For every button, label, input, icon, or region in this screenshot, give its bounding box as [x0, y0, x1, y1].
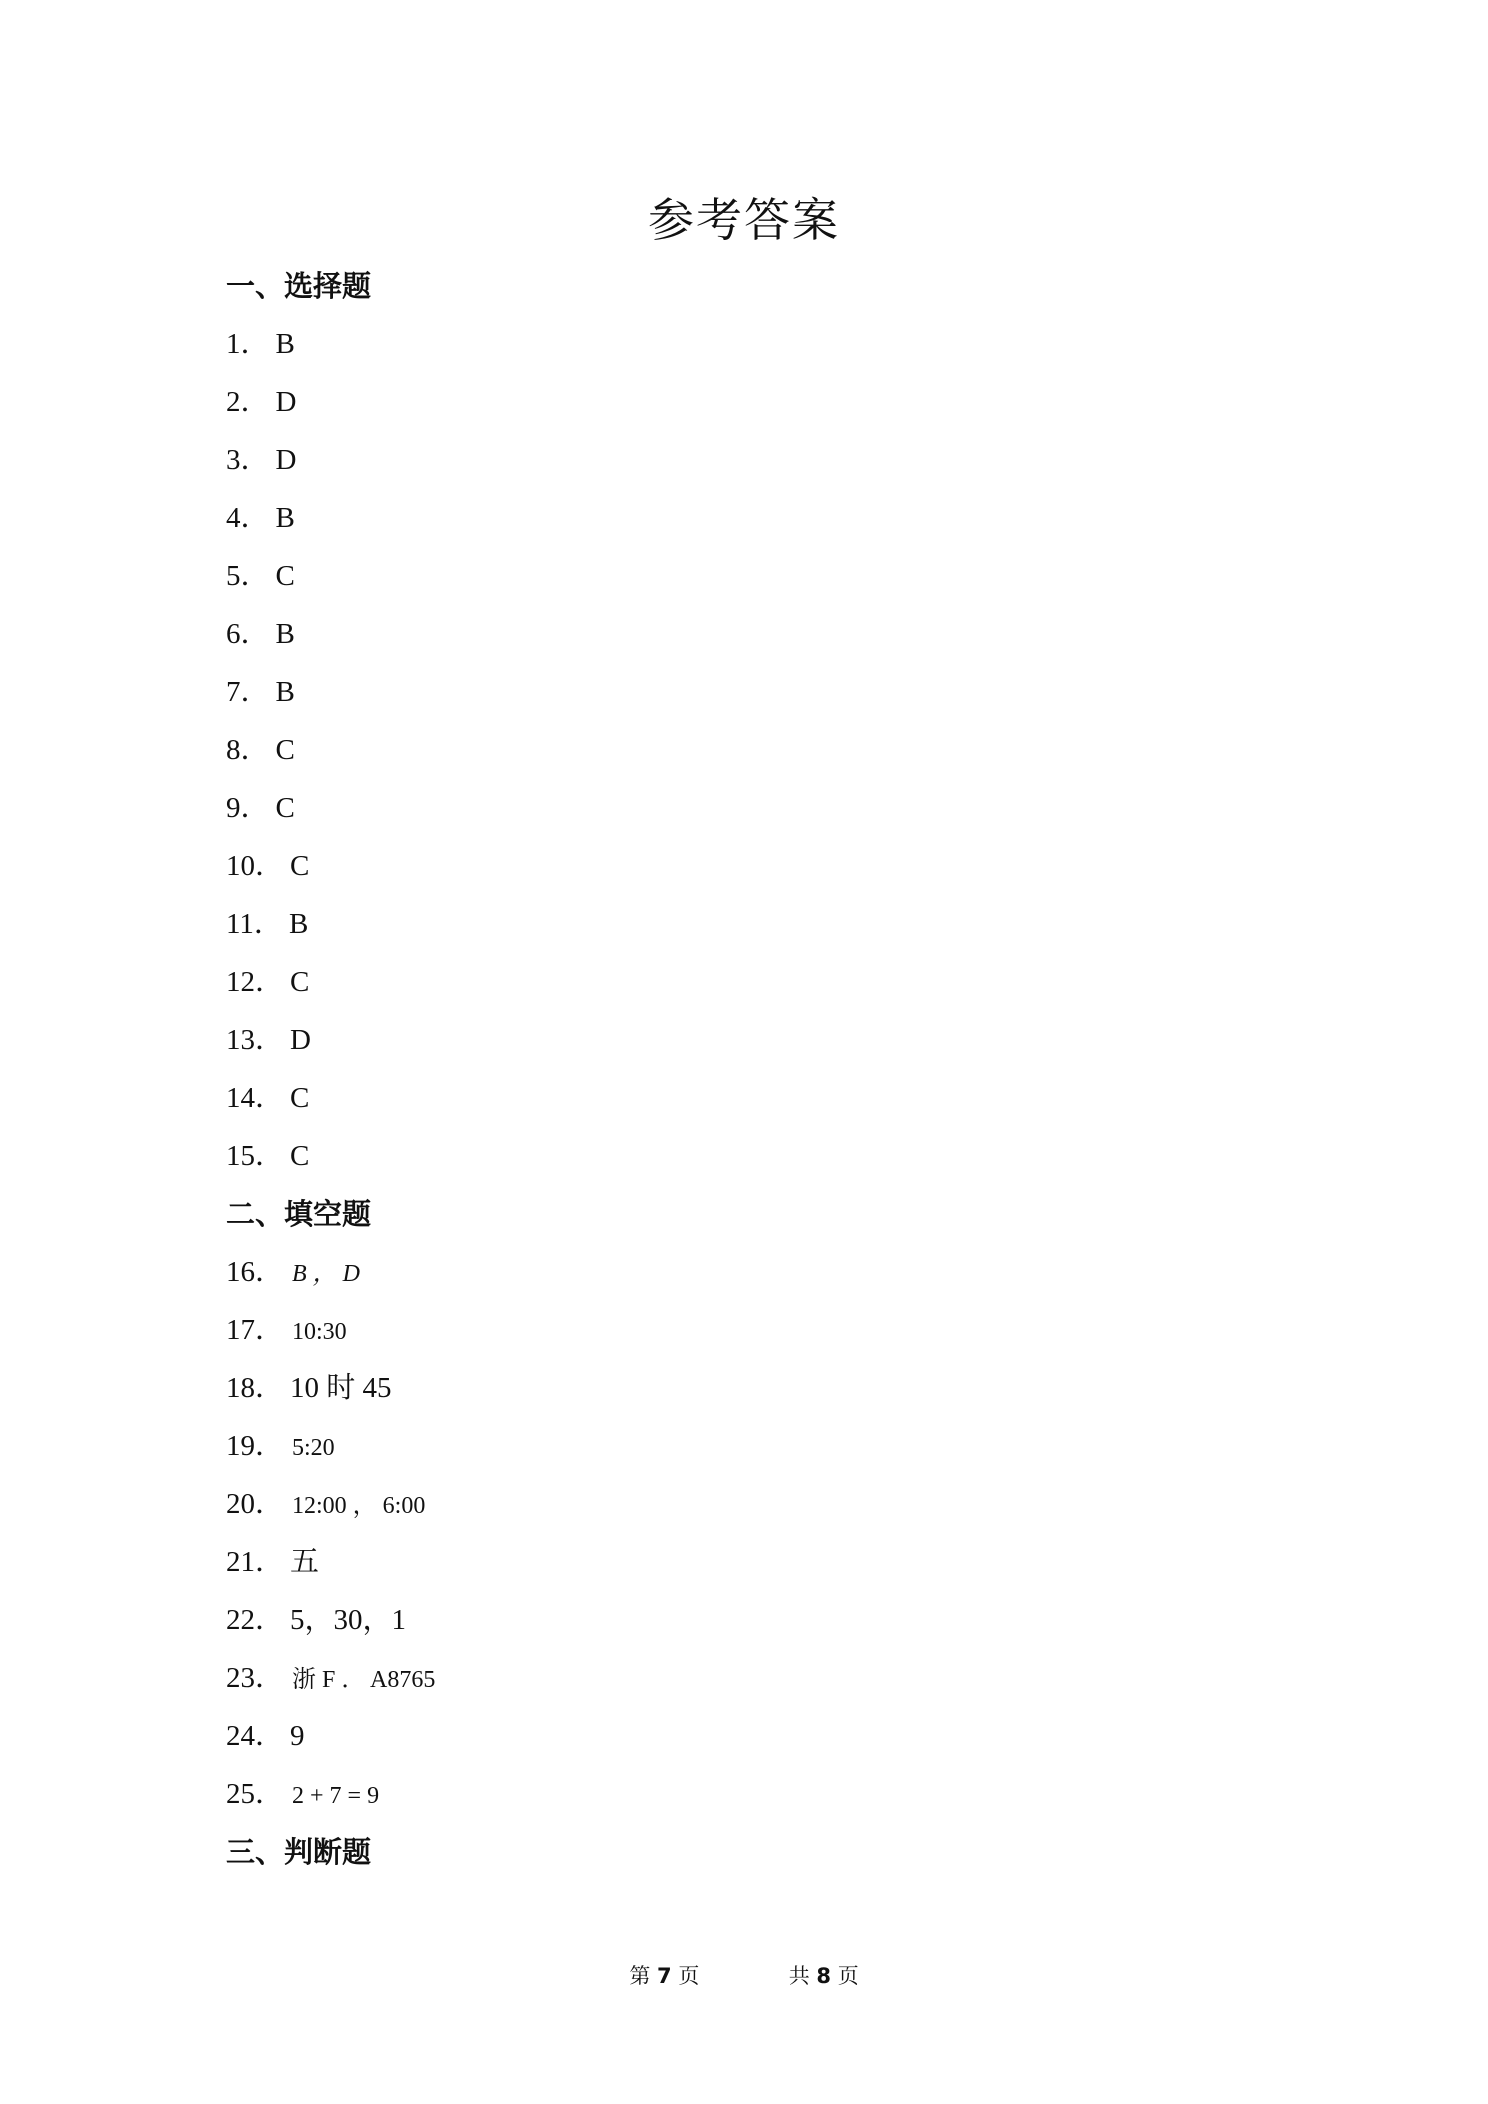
answer-item	[226, 788, 295, 828]
answer-number: 18．	[226, 1372, 285, 1404]
answer-value: B	[275, 502, 295, 534]
section-heading-multiple-choice: 一、选择题	[226, 269, 372, 303]
answer-item	[226, 1020, 311, 1060]
answer-item	[226, 1136, 309, 1176]
answer-item	[226, 904, 308, 944]
answer-value: 12:00 ， 6:00	[292, 1493, 426, 1519]
answer-item	[226, 1774, 379, 1816]
total-pages-suffix: 页	[837, 1964, 859, 1988]
answer-number: 24．	[226, 1720, 285, 1752]
answer-value: 5，30，1	[290, 1604, 407, 1636]
answer-item	[226, 498, 295, 538]
page-footer	[0, 1962, 1488, 1990]
answer-number: 22．	[226, 1604, 285, 1636]
total-pages-prefix: 共	[788, 1964, 810, 1988]
answer-item	[226, 1716, 305, 1756]
answer-item	[226, 1078, 309, 1118]
answer-value: 10:30	[292, 1319, 347, 1345]
answer-item	[226, 672, 295, 712]
answer-item	[226, 614, 295, 654]
answer-item	[226, 382, 296, 422]
answer-item	[226, 1368, 392, 1408]
answer-number: 4．	[226, 502, 270, 534]
answer-item	[226, 1252, 360, 1294]
answer-value: B	[275, 618, 295, 650]
answer-value: 10 时 45	[290, 1372, 392, 1404]
answer-value: B	[275, 676, 295, 708]
answer-item	[226, 730, 295, 770]
answer-number: 3．	[226, 444, 270, 476]
answer-value: C	[290, 966, 310, 998]
answer-number: 15．	[226, 1140, 285, 1172]
answer-value: B ， D	[292, 1261, 361, 1287]
answer-item	[226, 1426, 335, 1468]
answer-item	[226, 846, 309, 886]
answer-item	[226, 556, 295, 596]
answer-value: B	[288, 908, 309, 940]
current-page-number: 7	[657, 1964, 672, 1988]
answer-number: 12．	[226, 966, 285, 998]
answer-value: B	[275, 328, 295, 360]
answer-number: 7．	[226, 676, 270, 708]
answer-value: C	[275, 560, 295, 592]
answer-value: C	[290, 1140, 310, 1172]
answer-number: 5．	[226, 560, 270, 592]
answer-item	[226, 1658, 435, 1700]
answer-value: 5:20	[292, 1435, 335, 1461]
answer-number: 9．	[226, 792, 270, 824]
answer-value: C	[290, 1082, 310, 1114]
answer-number: 13．	[226, 1024, 285, 1056]
total-page-count: 8	[816, 1964, 831, 1988]
answer-value: D	[275, 444, 297, 476]
answer-number: 14．	[226, 1082, 285, 1114]
answer-number: 10．	[226, 850, 285, 882]
answer-number: 16．	[226, 1256, 285, 1288]
answer-number: 2．	[226, 386, 270, 418]
answer-value: D	[275, 386, 297, 418]
answer-number: 17．	[226, 1314, 285, 1346]
answer-item	[226, 1542, 319, 1582]
answer-value: 浙 F ． A8765	[292, 1667, 436, 1693]
page-title: 参考答案	[648, 193, 840, 247]
answer-number: 1．	[226, 328, 270, 360]
answer-number: 23．	[226, 1662, 285, 1694]
answer-number: 20．	[226, 1488, 285, 1520]
answer-value: 2 + 7 = 9	[292, 1783, 380, 1809]
answer-number: 11．	[226, 908, 283, 940]
answer-value: D	[290, 1024, 311, 1056]
answer-item	[226, 1600, 406, 1640]
answer-item	[226, 324, 295, 364]
answer-item	[226, 962, 309, 1002]
answer-number: 6．	[226, 618, 270, 650]
page-number-prefix: 第	[629, 1964, 651, 1988]
answer-value: C	[275, 792, 295, 824]
answer-item	[226, 1310, 347, 1352]
answer-item	[226, 440, 296, 480]
answer-number: 25．	[226, 1778, 285, 1810]
answer-value: C	[275, 734, 295, 766]
answer-value: C	[290, 850, 310, 882]
answer-number: 19．	[226, 1430, 285, 1462]
section-heading-fill-in-blank: 二、填空题	[226, 1197, 372, 1231]
answer-value: 五	[290, 1546, 320, 1578]
answer-item	[226, 1484, 425, 1526]
page-number-suffix: 页	[678, 1964, 700, 1988]
answer-number: 8．	[226, 734, 270, 766]
answer-value: 9	[290, 1720, 305, 1752]
section-heading-true-false: 三、判断题	[226, 1835, 372, 1869]
answer-number: 21．	[226, 1546, 285, 1578]
